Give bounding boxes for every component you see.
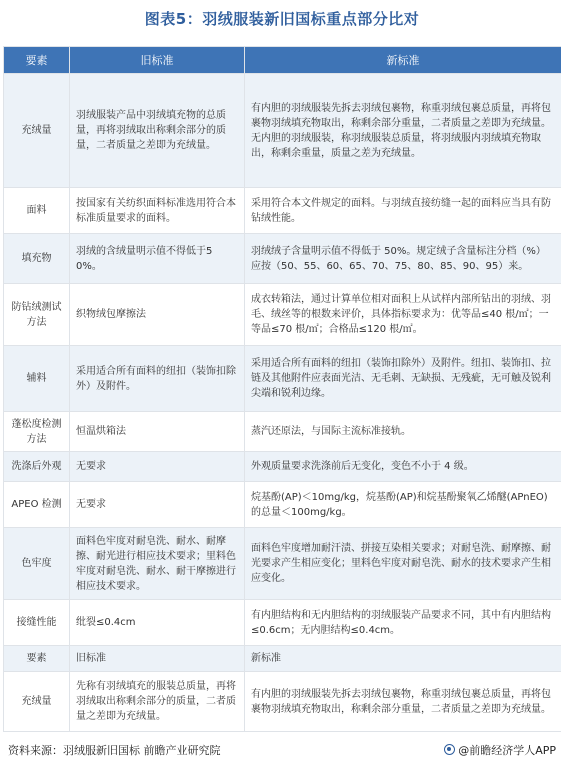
row-old: 无要求	[70, 482, 245, 528]
table-row	[4, 452, 562, 482]
row-new: 有内胆结构和无内胆结构的羽绒服装产品要求不同，其中有内胆结构≤0.6cm；无内胆结构≤0.4cm。	[245, 600, 562, 646]
brand-credit	[444, 741, 556, 761]
row-new: 成衣转箱法，通过计算单位相对面积上从试样内部所钻出的羽绒、羽毛、绒丝等的根数来评价，具体指标要求为：优等品≤40 根/㎡；一等品≤70 根/㎡；合格品≤120 根/㎡。	[245, 284, 562, 346]
table-row	[4, 528, 562, 600]
table-row	[4, 600, 562, 646]
row-element: 充绒量	[4, 672, 70, 732]
row-new: 采用适合所有面料的纽扣（装饰扣除外）及附件。纽扣、装饰扣、拉链及其他附件应表面光洁、无毛刺、无缺损、无残疵，无可触及锐利尖端和锐利边缘。	[245, 346, 562, 412]
row-element: 洗涤后外观	[4, 452, 70, 482]
brand-logo-icon	[444, 744, 455, 755]
row-element: 接缝性能	[4, 600, 70, 646]
row-new: 有内胆的羽绒服装先拆去羽绒包裹物，称重羽绒包裹总质量，再将包裹物羽绒填充物取出，称剩余部分重量，二者质量之差即为充绒量。无内胆的羽绒服装，称羽绒服装总质量，将羽绒服内羽绒填充物取出，称剩余重量，质量之差为充绒量。	[245, 74, 562, 188]
row-old: 纰裂≤0.4cm	[70, 600, 245, 646]
header-old-standard: 旧标准	[70, 47, 245, 74]
row-new: 面料色牢度增加耐汗渍、拼接互染相关要求；对耐皂洗、耐摩擦、耐光要求产生相应变化；里料色牢度对耐皂洗、耐水的技术要求产生相应变化。	[245, 528, 562, 600]
row-old: 羽绒的含绒量明示值不得低于50%。	[70, 234, 245, 284]
row-element: 要素	[4, 646, 70, 672]
footer	[8, 741, 556, 761]
row-old: 先称有羽绒填充的服装总质量，再将羽绒取出称剩余部分的质量，二者质量之差即为充绒量。	[70, 672, 245, 732]
row-old: 旧标准	[70, 646, 245, 672]
table-row	[4, 412, 562, 452]
row-new: 羽绒绒子含量明示值不得低于 50%。规定绒子含量标注分档（%）应按（50、55、60、65、70、75、80、85、90、95）来。	[245, 234, 562, 284]
page-title: 图表5：羽绒服装新旧国标重点部分比对	[144, 10, 420, 28]
row-old: 恒温烘箱法	[70, 412, 245, 452]
source-note: 资料来源：羽绒服新旧国标 前瞻产业研究院	[8, 744, 221, 757]
row-old: 无要求	[70, 452, 245, 482]
row-old: 羽绒服装产品中羽绒填充物的总质量，再将羽绒取出称剩余部分的质量，二者质量之差即为充绒量。	[70, 74, 245, 188]
row-new: 有内胆的羽绒服装先拆去羽绒包裹物，称重羽绒包裹总质量，再将包裹物羽绒填充物取出，称剩余部分重量，二者质量之差即为充绒量。	[245, 672, 562, 732]
row-element: 充绒量	[4, 74, 70, 188]
table-row	[4, 482, 562, 528]
brand-label: @前瞻经济学人APP	[458, 744, 556, 757]
comparison-table	[3, 46, 561, 732]
row-old: 按国家有关纺织面料标准选用符合本标准质量要求的面料。	[70, 188, 245, 234]
row-old: 面料色牢度对耐皂洗、耐水、耐摩擦、耐光进行相应技术要求；里料色牢度对耐皂洗、耐水、耐干摩擦进行相应技术要求。	[70, 528, 245, 600]
row-element: 填充物	[4, 234, 70, 284]
row-element: 辅料	[4, 346, 70, 412]
header-element: 要素	[4, 47, 70, 74]
row-element: APEO 检测	[4, 482, 70, 528]
table-row	[4, 188, 562, 234]
table-row	[4, 74, 562, 188]
table-row	[4, 346, 562, 412]
row-new: 烷基酚(AP)＜10mg/kg，烷基酚(AP)和烷基酚聚氧乙烯醚(APnEO)的总量＜100mg/kg。	[245, 482, 562, 528]
table-row	[4, 234, 562, 284]
row-new: 蒸汽还原法，与国际主流标准接轨。	[245, 412, 562, 452]
row-element: 色牢度	[4, 528, 70, 600]
row-element: 面料	[4, 188, 70, 234]
comparison-table-container	[3, 46, 561, 737]
row-old: 织物绒包摩擦法	[70, 284, 245, 346]
table-row	[4, 284, 562, 346]
row-element: 蓬松度检测方法	[4, 412, 70, 452]
row-old: 采用适合所有面料的纽扣（装饰扣除外）及附件。	[70, 346, 245, 412]
row-new: 外观质量要求洗涤前后无变化，变色不小于 4 级。	[245, 452, 562, 482]
table-header-row	[4, 47, 562, 74]
row-new: 新标准	[245, 646, 562, 672]
table-row	[4, 672, 562, 732]
row-new: 采用符合本文件规定的面料。与羽绒直接纺缝一起的面料应当具有防钻绒性能。	[245, 188, 562, 234]
table-row	[4, 646, 562, 672]
row-element: 防钻绒测试方法	[4, 284, 70, 346]
header-new-standard: 新标准	[245, 47, 562, 74]
